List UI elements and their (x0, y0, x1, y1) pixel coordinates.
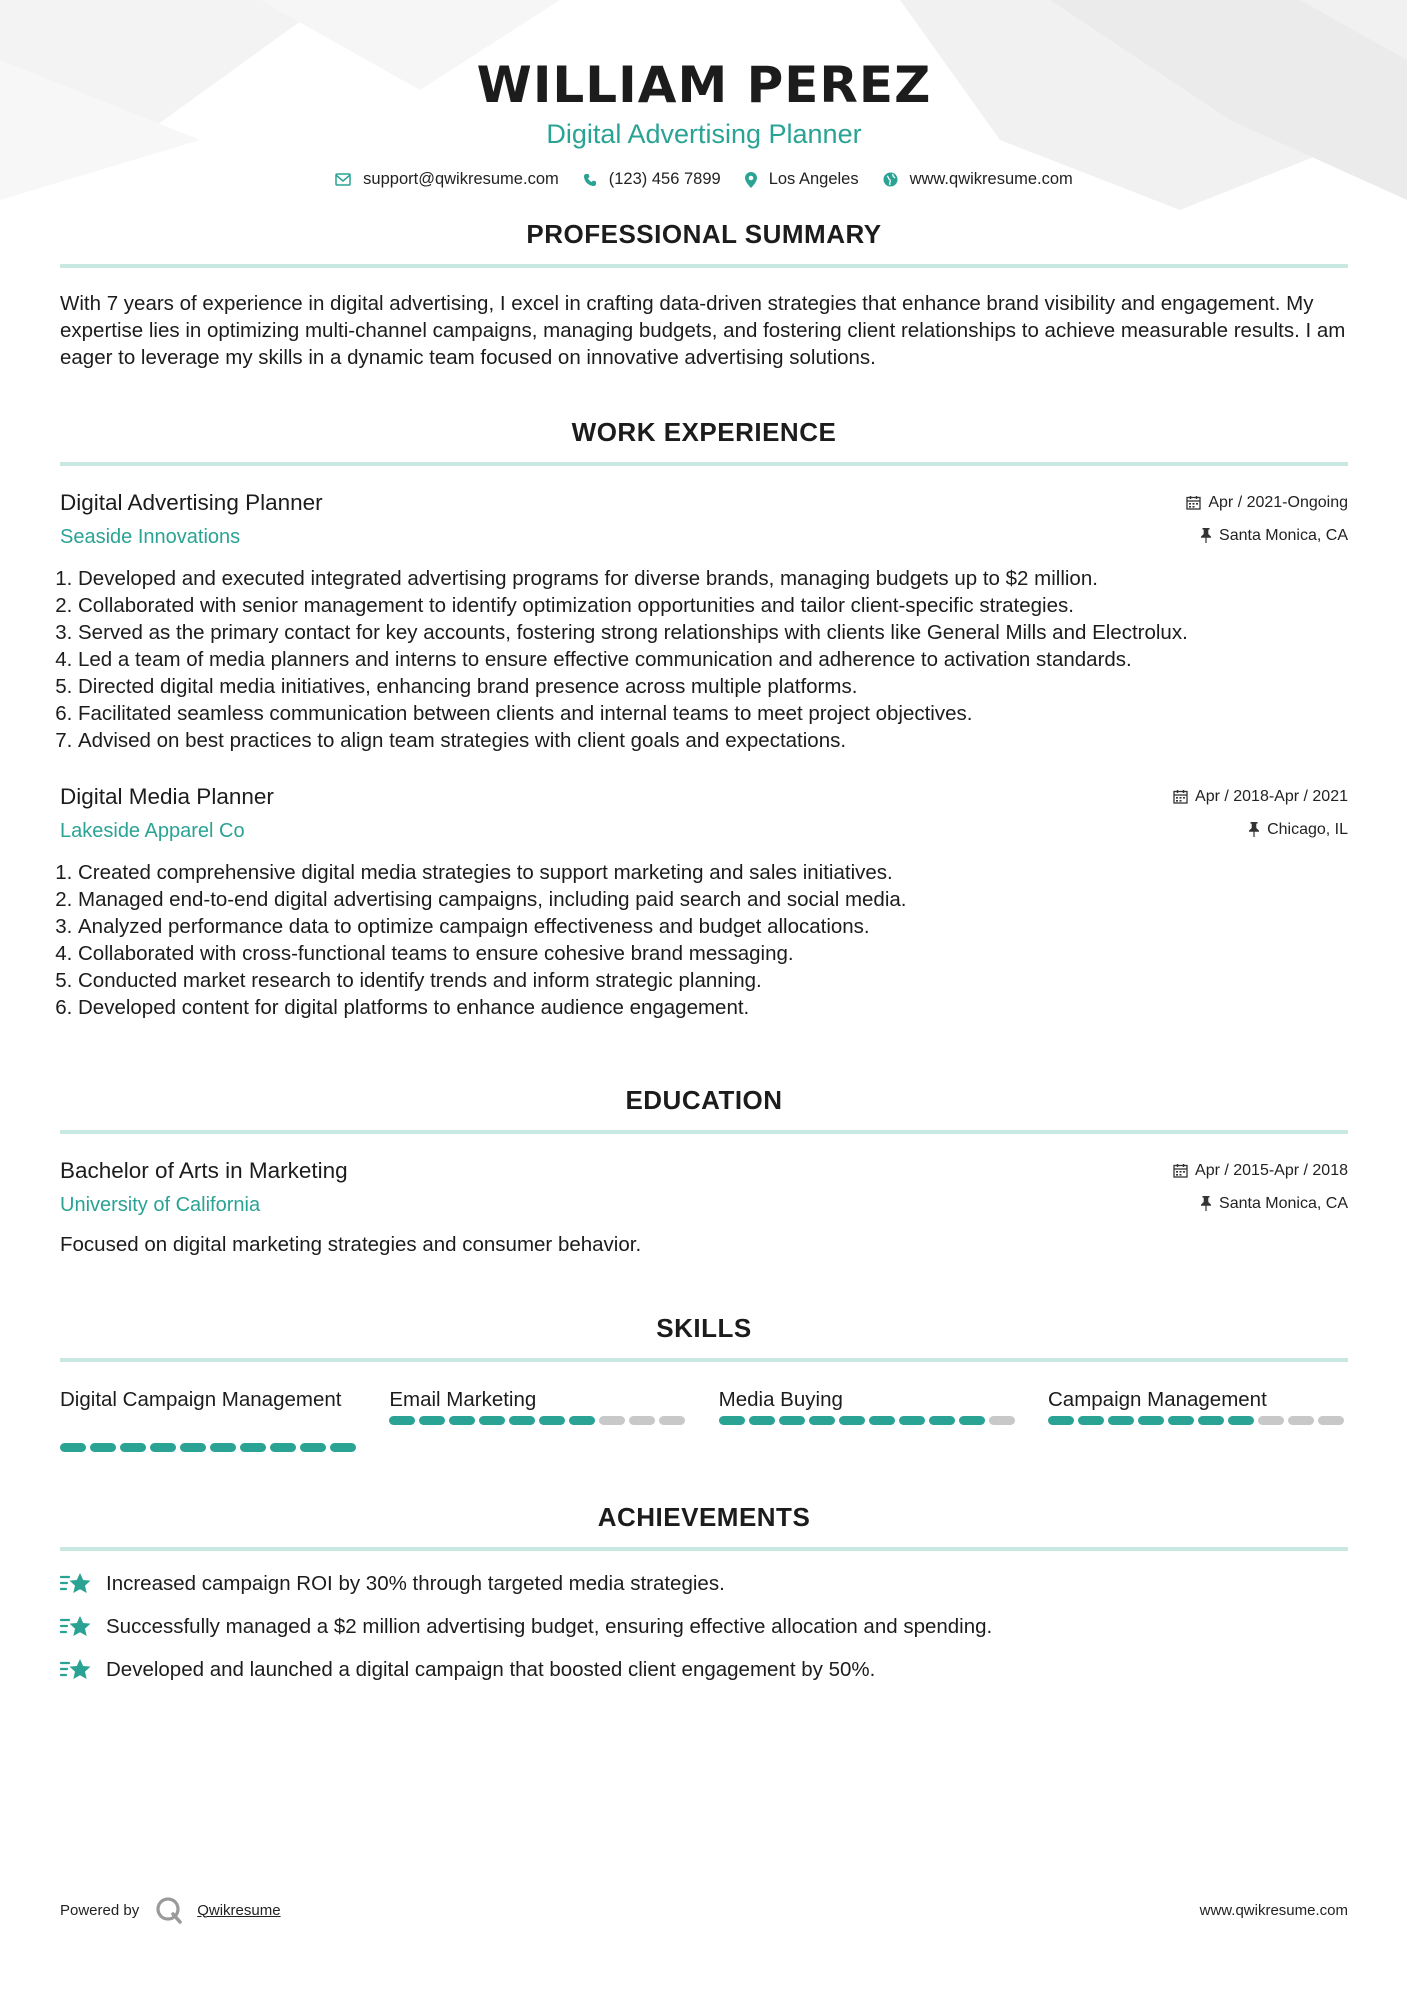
star-icon (60, 1571, 92, 1597)
skill-level-dot (1288, 1416, 1314, 1425)
contact-email-text: support@qwikresume.com (363, 170, 559, 188)
skill-level-bar (1048, 1416, 1348, 1425)
skill-level-dot (869, 1416, 895, 1425)
skill-level-dot (809, 1416, 835, 1425)
skill-level-dot (479, 1416, 505, 1425)
education-dates: Apr / 2015-Apr / 2018 (1173, 1162, 1348, 1180)
list-item: 2. Collaborated with senior management to identify optimization opportunities and tailor client-specific strategies. (78, 592, 1348, 619)
map-pin-icon (745, 172, 757, 188)
calendar-icon (1173, 1163, 1188, 1178)
skill-level-dot (1258, 1416, 1284, 1425)
skill-level-dot (389, 1416, 415, 1425)
skill-level-dot (569, 1416, 595, 1425)
resume-page (60, 0, 1348, 1700)
skills-grid (60, 1386, 1348, 1452)
skill-level-dot (899, 1416, 925, 1425)
experience-heading: WORK EXPERIENCE (571, 417, 837, 447)
qwikresume-logo-icon (155, 1896, 183, 1924)
school-name: University of California (60, 1194, 261, 1216)
pushpin-icon (1200, 528, 1212, 543)
company-name: Seaside Innovations (60, 526, 241, 548)
skill-level-dot (509, 1416, 535, 1425)
list-item: Increased campaign ROI by 30% through targeted media strategies. (60, 1571, 1348, 1597)
summary-section (60, 219, 1348, 371)
skill-name: Email Marketing (389, 1388, 537, 1411)
list-item: Successfully managed a $2 million advertising budget, ensuring effective allocation and spending. (60, 1614, 1348, 1640)
education-section (60, 1085, 1348, 1257)
skill-level-dot (659, 1416, 685, 1425)
skills-heading: SKILLS (656, 1313, 752, 1343)
section-divider (60, 1358, 1348, 1362)
section-divider (60, 462, 1348, 466)
skill-item (389, 1386, 689, 1452)
skill-level-dot (270, 1443, 296, 1452)
star-icon (60, 1657, 92, 1683)
list-item: 7. Advised on best practices to align team strategies with client goals and expectations. (78, 727, 1348, 754)
skill-level-dot (120, 1443, 146, 1452)
summary-text: With 7 years of experience in digital advertising, I excel in crafting data-driven strategies that enhance brand visibility and engagement. My expertise lies in optimizing multi-channel campaigns, managing budgets, and fostering client relationships to achieve measurable results. I am eager to leverage my skills in a dynamic team focused on innovative advertising solutions. (60, 292, 1346, 369)
job-title: Digital Media Planner (60, 784, 274, 809)
skill-level-dot (60, 1443, 86, 1452)
skill-name: Media Buying (718, 1388, 843, 1411)
list-item: 6. Facilitated seamless communication between clients and internal teams to meet project objectives. (78, 700, 1348, 727)
globe-icon (883, 172, 898, 187)
powered-by-label: Powered by (60, 1901, 140, 1919)
degree-title: Bachelor of Arts in Marketing (60, 1158, 348, 1183)
candidate-title: Digital Advertising Planner (546, 119, 862, 149)
contact-phone[interactable] (583, 170, 721, 189)
skill-item (719, 1386, 1019, 1452)
star-icon (60, 1614, 92, 1640)
job-entry (60, 490, 1348, 754)
education-description: Focused on digital marketing strategies and consumer behavior. (60, 1233, 642, 1256)
list-item: 4. Collaborated with cross-functional teams to ensure cohesive brand messaging. (78, 940, 1348, 967)
list-item: 3. Served as the primary contact for key accounts, fostering strong relationships with clients like General Mills and Electrolux. (78, 619, 1348, 646)
list-item: 5. Conducted market research to identify trends and inform strategic planning. (78, 967, 1348, 994)
skill-level-dot (1318, 1416, 1344, 1425)
job-location: Chicago, IL (1248, 821, 1348, 839)
skill-level-dot (1198, 1416, 1224, 1425)
skill-level-bar (60, 1443, 360, 1452)
contact-bar (60, 170, 1348, 189)
job-title: Digital Advertising Planner (60, 490, 323, 515)
skill-name: Campaign Management (1047, 1388, 1267, 1411)
contact-location-text: Los Angeles (768, 170, 859, 188)
list-item: 3. Analyzed performance data to optimize campaign effectiveness and budget allocations. (78, 913, 1348, 940)
section-divider (60, 1547, 1348, 1551)
education-entry (60, 1158, 1348, 1257)
skill-level-dot (989, 1416, 1015, 1425)
skill-level-dot (539, 1416, 565, 1425)
pushpin-icon (1248, 822, 1260, 837)
skill-level-dot (449, 1416, 475, 1425)
envelope-icon (335, 173, 351, 186)
achievements-heading: ACHIEVEMENTS (597, 1502, 811, 1532)
skill-item (1048, 1386, 1348, 1452)
list-item: 5. Directed digital media initiatives, enhancing brand presence across multiple platforms. (78, 673, 1348, 700)
list-item: Developed and launched a digital campaign that boosted client engagement by 50%. (60, 1657, 1348, 1683)
skill-level-dot (1108, 1416, 1134, 1425)
skill-level-dot (240, 1443, 266, 1452)
list-item: 6. Developed content for digital platforms to enhance audience engagement. (78, 994, 1348, 1021)
brand-link[interactable]: Qwikresume (197, 1901, 281, 1919)
list-item: 1. Created comprehensive digital media strategies to support marketing and sales initiatives. (78, 859, 1348, 886)
company-name: Lakeside Apparel Co (60, 820, 245, 842)
skill-level-bar (719, 1416, 1019, 1425)
page-footer (60, 1896, 1348, 1924)
skill-level-dot (1168, 1416, 1194, 1425)
experience-section (60, 417, 1348, 1021)
section-divider (60, 264, 1348, 268)
job-dates: Apr / 2021-Ongoing (1186, 494, 1348, 512)
skill-level-dot (749, 1416, 775, 1425)
job-duties (60, 859, 1348, 1021)
skill-item (60, 1386, 360, 1452)
skill-level-dot (839, 1416, 865, 1425)
skill-level-dot (150, 1443, 176, 1452)
skills-section (60, 1313, 1348, 1452)
job-dates: Apr / 2018-Apr / 2021 (1173, 788, 1348, 806)
job-duties (60, 565, 1348, 754)
pushpin-icon (1200, 1196, 1212, 1211)
skill-level-dot (419, 1416, 445, 1425)
calendar-icon (1186, 495, 1201, 510)
resume-header (60, 0, 1348, 189)
skill-level-dot (929, 1416, 955, 1425)
contact-location (745, 170, 859, 189)
contact-phone-text: (123) 456 7899 (608, 170, 721, 188)
calendar-icon (1173, 789, 1188, 804)
contact-website-text: www.qwikresume.com (909, 170, 1073, 188)
skill-level-dot (719, 1416, 745, 1425)
skill-level-dot (1138, 1416, 1164, 1425)
list-item: 4. Led a team of media planners and interns to ensure effective communication and adherence to activation standards. (78, 646, 1348, 673)
job-entry (60, 784, 1348, 1021)
skill-level-dot (599, 1416, 625, 1425)
skill-name: Digital Campaign Management (60, 1388, 342, 1411)
phone-icon (583, 173, 597, 187)
skill-level-dot (779, 1416, 805, 1425)
skill-level-dot (629, 1416, 655, 1425)
candidate-name: WILLIAM PEREZ (476, 56, 932, 114)
skill-level-dot (90, 1443, 116, 1452)
skill-level-dot (210, 1443, 236, 1452)
job-location: Santa Monica, CA (1200, 527, 1348, 545)
skill-level-dot (1048, 1416, 1074, 1425)
education-heading: EDUCATION (625, 1085, 783, 1115)
section-divider (60, 1130, 1348, 1134)
skill-level-dot (300, 1443, 326, 1452)
skill-level-dot (1078, 1416, 1104, 1425)
achievements-list (60, 1571, 1348, 1683)
education-location: Santa Monica, CA (1200, 1195, 1348, 1213)
contact-email[interactable] (335, 170, 559, 189)
skill-level-dot (959, 1416, 985, 1425)
contact-website[interactable] (883, 170, 1073, 189)
skill-level-bar (389, 1416, 689, 1425)
list-item: 2. Managed end-to-end digital advertising campaigns, including paid search and social media. (78, 886, 1348, 913)
list-item: 1. Developed and executed integrated advertising programs for diverse brands, managing budgets up to $2 million. (78, 565, 1348, 592)
achievements-section (60, 1502, 1348, 1683)
skill-level-dot (180, 1443, 206, 1452)
summary-heading: PROFESSIONAL SUMMARY (526, 219, 882, 249)
skill-level-dot (330, 1443, 356, 1452)
footer-website-link[interactable]: www.qwikresume.com (1199, 1901, 1348, 1919)
skill-level-dot (1228, 1416, 1254, 1425)
